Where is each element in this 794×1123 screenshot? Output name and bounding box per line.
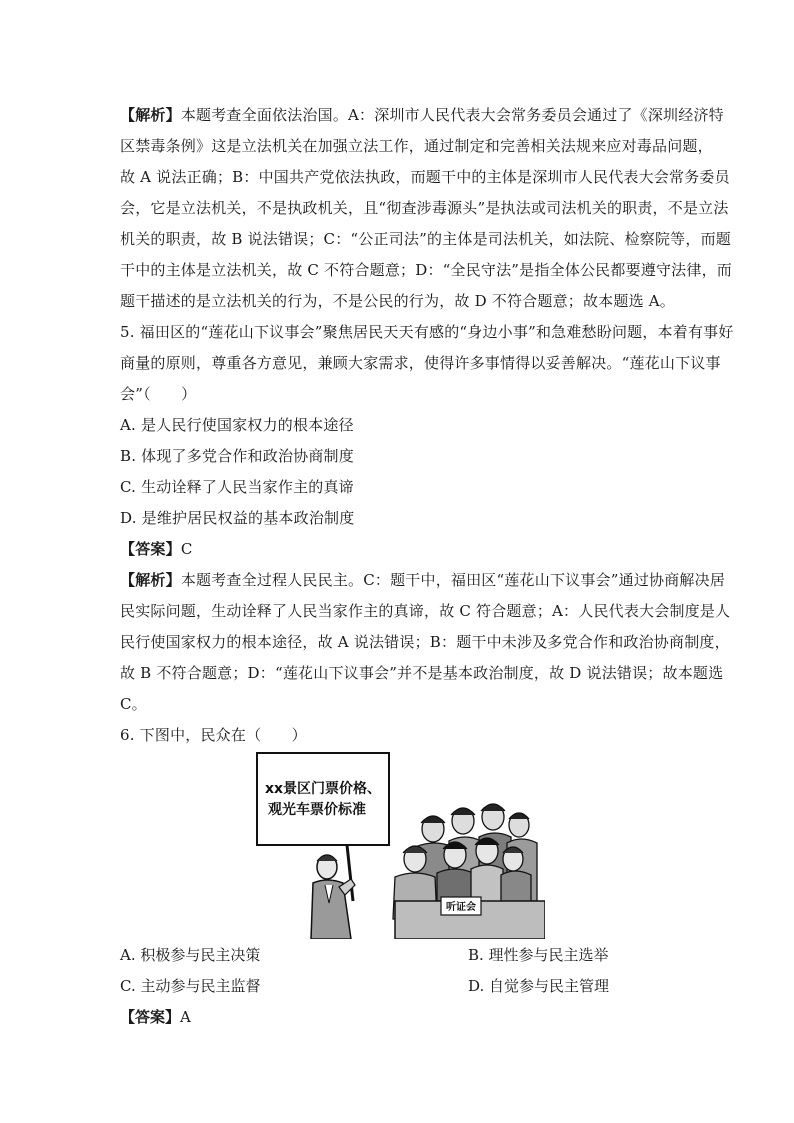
q5-analysis-line-2: 民实际问题，生动诠释了人民当家作主的真谛，故 C 符合题意；A：人民代表大会制度是人 (120, 602, 731, 620)
q5-option-c: C. 生动诠释了人民当家作主的真谛 (120, 478, 354, 496)
q5-stem-line-3: 会”（ ） (120, 385, 197, 403)
sign-text-line-2: 观光车票价标准 (268, 802, 366, 818)
hearing-cartoon-illustration (255, 751, 545, 939)
answer-value: C (180, 540, 193, 558)
q4-analysis-line-6: 干中的主体是立法机关，故 C 不符合题意；D：“全民守法”是指全体公民都要遵守法律，而 (120, 261, 732, 279)
sign-text-line-1: xx景区门票价格、 (264, 781, 382, 797)
analysis-tag: 【解析】 (120, 571, 181, 589)
q4-analysis-line-7: 题干描述的是立法机关的行为，不是公民的行为，故 D 不符合题意；故本题选 A。 (120, 292, 675, 310)
q5-option-d: D. 是维护居民权益的基本政治制度 (120, 509, 355, 527)
q4-analysis-line-2: 区禁毒条例》这是立法机关在加强立法工作，通过制定和完善相关法规来应对毒品问题， (120, 137, 713, 155)
q5-option-a: A. 是人民行使国家权力的根本途径 (120, 416, 354, 434)
q6-option-d: D. 自觉参与民主管理 (468, 977, 610, 995)
q4-analysis (120, 100, 732, 317)
q6-answer (120, 1002, 191, 1033)
q5-analysis-line-3: 民行使国家权力的根本途径，故 A 说法错误；B：题干中未涉及多党合作和政治协商制度， (120, 633, 730, 651)
q5-stem-line-2: 商量的原则，尊重各方意见，兼顾大家需求，使得许多事情得以妥善解决。“莲花山下议事 (120, 354, 721, 372)
q4-analysis-line-5: 机关的职责，故 B 说法错误；C：“公正司法”的主体是司法机关，如法院、检察院等，而题 (120, 230, 731, 248)
answer-tag: 【答案】 (120, 1008, 181, 1026)
q6-stem (120, 720, 680, 751)
answer-value: A (180, 1008, 191, 1026)
q5-option-b: B. 体现了多党合作和政治协商制度 (120, 447, 354, 465)
q4-analysis-line-4: 会，它是立法机关，不是执政机关，且“彻查涉毒源头”是执法或司法机关的职责，不是立法 (120, 199, 729, 217)
q5-answer-analysis (120, 534, 731, 720)
q4-analysis-line-3: 故 A 说法正确；B：中国共产党依法执政，而题干中的主体是深圳市人民代表大会常务委员 (120, 168, 730, 186)
q5-answer (120, 534, 680, 565)
q6-option-b: B. 理性参与民主选举 (468, 946, 609, 964)
q4-analysis-line-1: 【解析】本题考查全面依法治国。A：深圳市人民代表大会常务委员会通过了《深圳经济特 (120, 106, 724, 124)
sign-board (257, 753, 389, 845)
desk-label: 听证会 (446, 902, 476, 913)
answer-tag: 【答案】 (120, 540, 181, 558)
q5-stem-line-1: 5. 福田区的“莲花山下议事会”聚焦居民天天有感的“身边小事”和急难愁盼问题，本着有事好 (120, 323, 734, 341)
q5-analysis-line-1: 【解析】本题考查全过程人民民主。C：题干中，福田区“莲花山下议事会”通过协商解决居 (120, 571, 726, 589)
q5-analysis-line-5: C。 (120, 695, 147, 713)
q5-options (120, 410, 680, 534)
q6-option-a: A. 积极参与民主决策 (120, 946, 261, 964)
analysis-tag: 【解析】 (120, 106, 181, 124)
q5-stem (120, 317, 734, 410)
q6-stem-line: 6. 下图中，民众在（ ） (120, 726, 307, 744)
q6-option-c: C. 主动参与民主监督 (120, 977, 261, 995)
q5-analysis-line-4: 故 B 不符合题意；D：“莲花山下议事会”并不是基本政治制度，故 D 说法错误；故本题选 (120, 664, 724, 682)
